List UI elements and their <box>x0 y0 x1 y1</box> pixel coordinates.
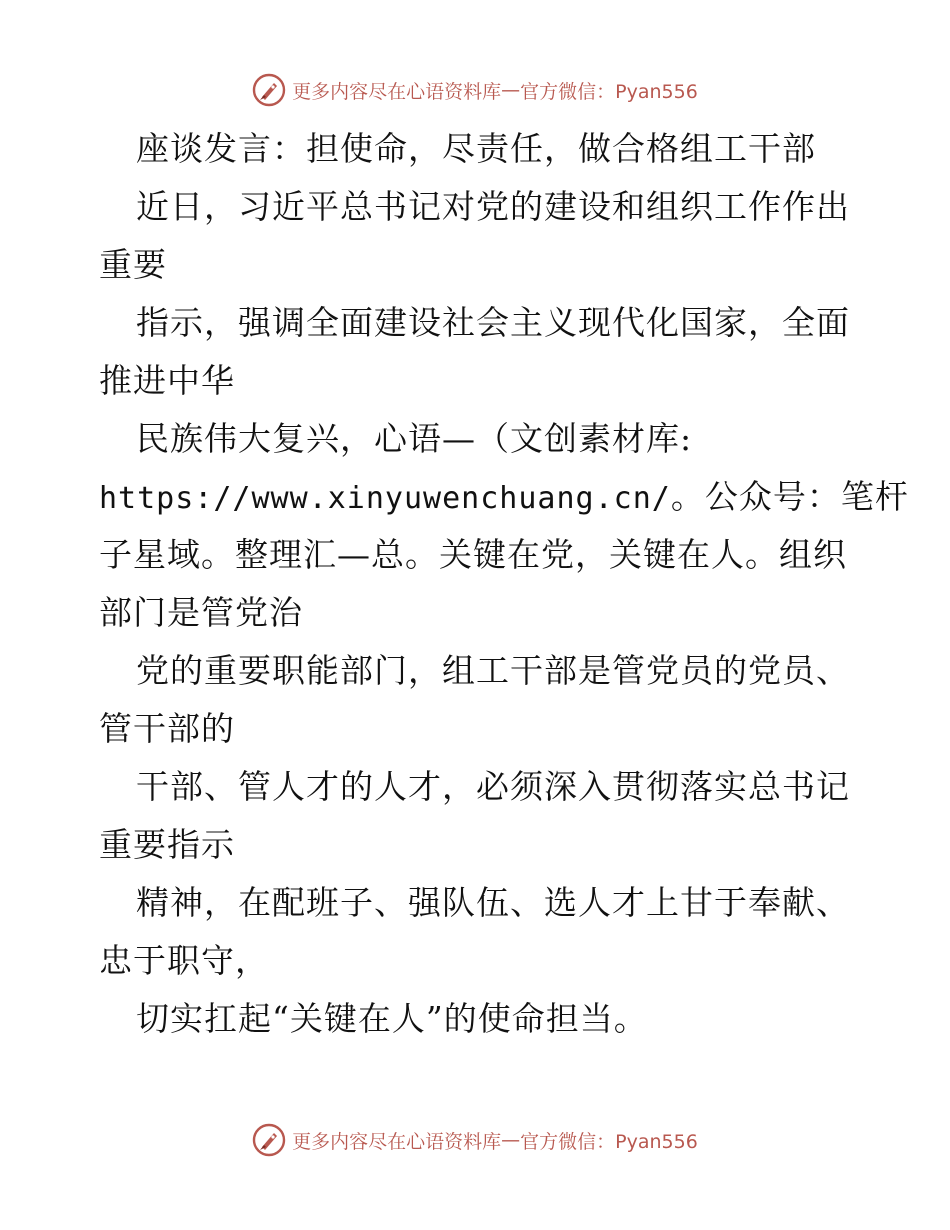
paragraph-line: 管干部的 <box>99 709 235 748</box>
source-url: https://www.xinyuwenchuang.cn/ <box>99 481 671 516</box>
banner-separator: — <box>501 1129 521 1151</box>
paragraph-line: 忠于职守， <box>99 941 269 980</box>
paragraph-line: 近日，习近平总书记对党的建设和组织工作作出 <box>136 187 850 226</box>
banner-separator: — <box>501 79 521 101</box>
paragraph-line: 民族伟大复兴，心语—（文创素材库: <box>136 419 693 458</box>
header-banner <box>0 70 950 110</box>
paragraph-line: 重要 <box>99 245 167 284</box>
paragraph-line: 党的重要职能部门，组工干部是管党员的党员、 <box>136 651 850 690</box>
paragraph-line: 推进中华 <box>99 361 235 400</box>
banner-text: 更多内容尽在心语资料库 <box>292 1130 502 1153</box>
paragraph-line-tail: 。公众号：笔杆 <box>670 477 909 516</box>
banner-text: 更多内容尽在心语资料库 <box>292 80 502 103</box>
paragraph-line-url <box>99 468 909 526</box>
paragraph-line: 精神，在配班子、强队伍、选人才上甘于奉献、 <box>136 883 850 922</box>
pen-nib-logo-icon <box>252 1123 286 1157</box>
document-title: 座谈发言：担使命，尽责任，做合格组工干部 <box>136 129 816 168</box>
paragraph-line: 干部、管人才的人才，必须深入贯彻落实总书记 <box>136 767 850 806</box>
footer-banner <box>0 1120 950 1160</box>
paragraph-line: 子星域。整理汇—总。关键在党，关键在人。组织 <box>99 535 847 574</box>
paragraph-line: 切实扛起“关键在人”的使命担当。 <box>136 999 648 1038</box>
paragraph-line: 部门是管党治 <box>99 593 303 632</box>
document-body <box>99 120 909 1048</box>
paragraph-line: 指示，强调全面建设社会主义现代化国家，全面 <box>136 303 850 342</box>
paragraph-line: 重要指示 <box>99 825 235 864</box>
banner-wechat: 官方微信：Pyan556 <box>520 80 698 103</box>
pen-nib-logo-icon <box>252 73 286 107</box>
banner-wechat: 官方微信：Pyan556 <box>520 1130 698 1153</box>
